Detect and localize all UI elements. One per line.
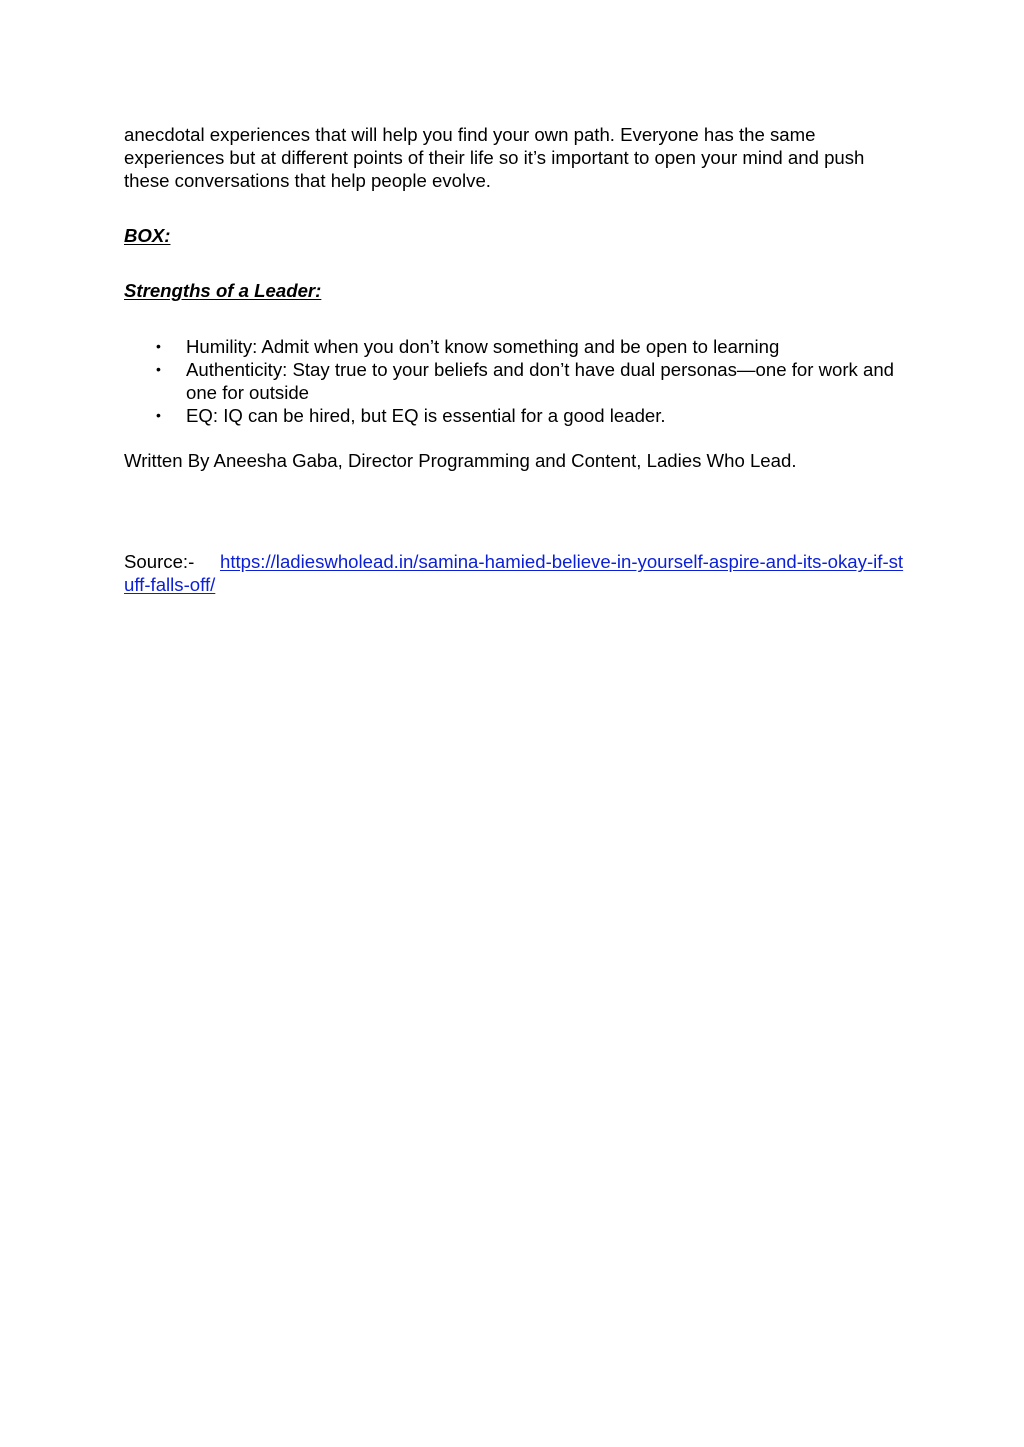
bullet-icon: • [156, 407, 161, 423]
list-item-authenticity [124, 358, 904, 404]
list-item-text: Humility: Admit when you don’t know something and be open to learning [186, 336, 780, 357]
document-content [124, 123, 904, 596]
author-byline: Written By Aneesha Gaba, Director Programming and Content, Ladies Who Lead. [124, 450, 797, 471]
source-line [124, 550, 904, 596]
source-label: Source:- [124, 551, 195, 572]
intro-paragraph: anecdotal experiences that will help you find your own path. Everyone has the same experiences but at different points of their life so it’s important to open your mind and push these conversations that help people evolve. [124, 124, 865, 191]
strengths-heading: Strengths of a Leader: [124, 280, 322, 301]
bullet-icon: • [156, 361, 161, 377]
strengths-list [124, 335, 904, 427]
source-link[interactable]: https://ladieswholead.in/samina-hamied-believe-in-yourself-aspire-and-its-okay-if-stuff-falls-off/ [124, 551, 904, 595]
list-item-humility [124, 335, 904, 358]
list-item-text: Authenticity: Stay true to your beliefs and don’t have dual personas—one for work and one for outside [186, 359, 895, 403]
list-item-eq [124, 404, 904, 427]
bullet-icon: • [156, 338, 161, 354]
list-item-text: EQ: IQ can be hired, but EQ is essential for a good leader. [186, 405, 666, 426]
box-heading: BOX: [124, 225, 171, 246]
